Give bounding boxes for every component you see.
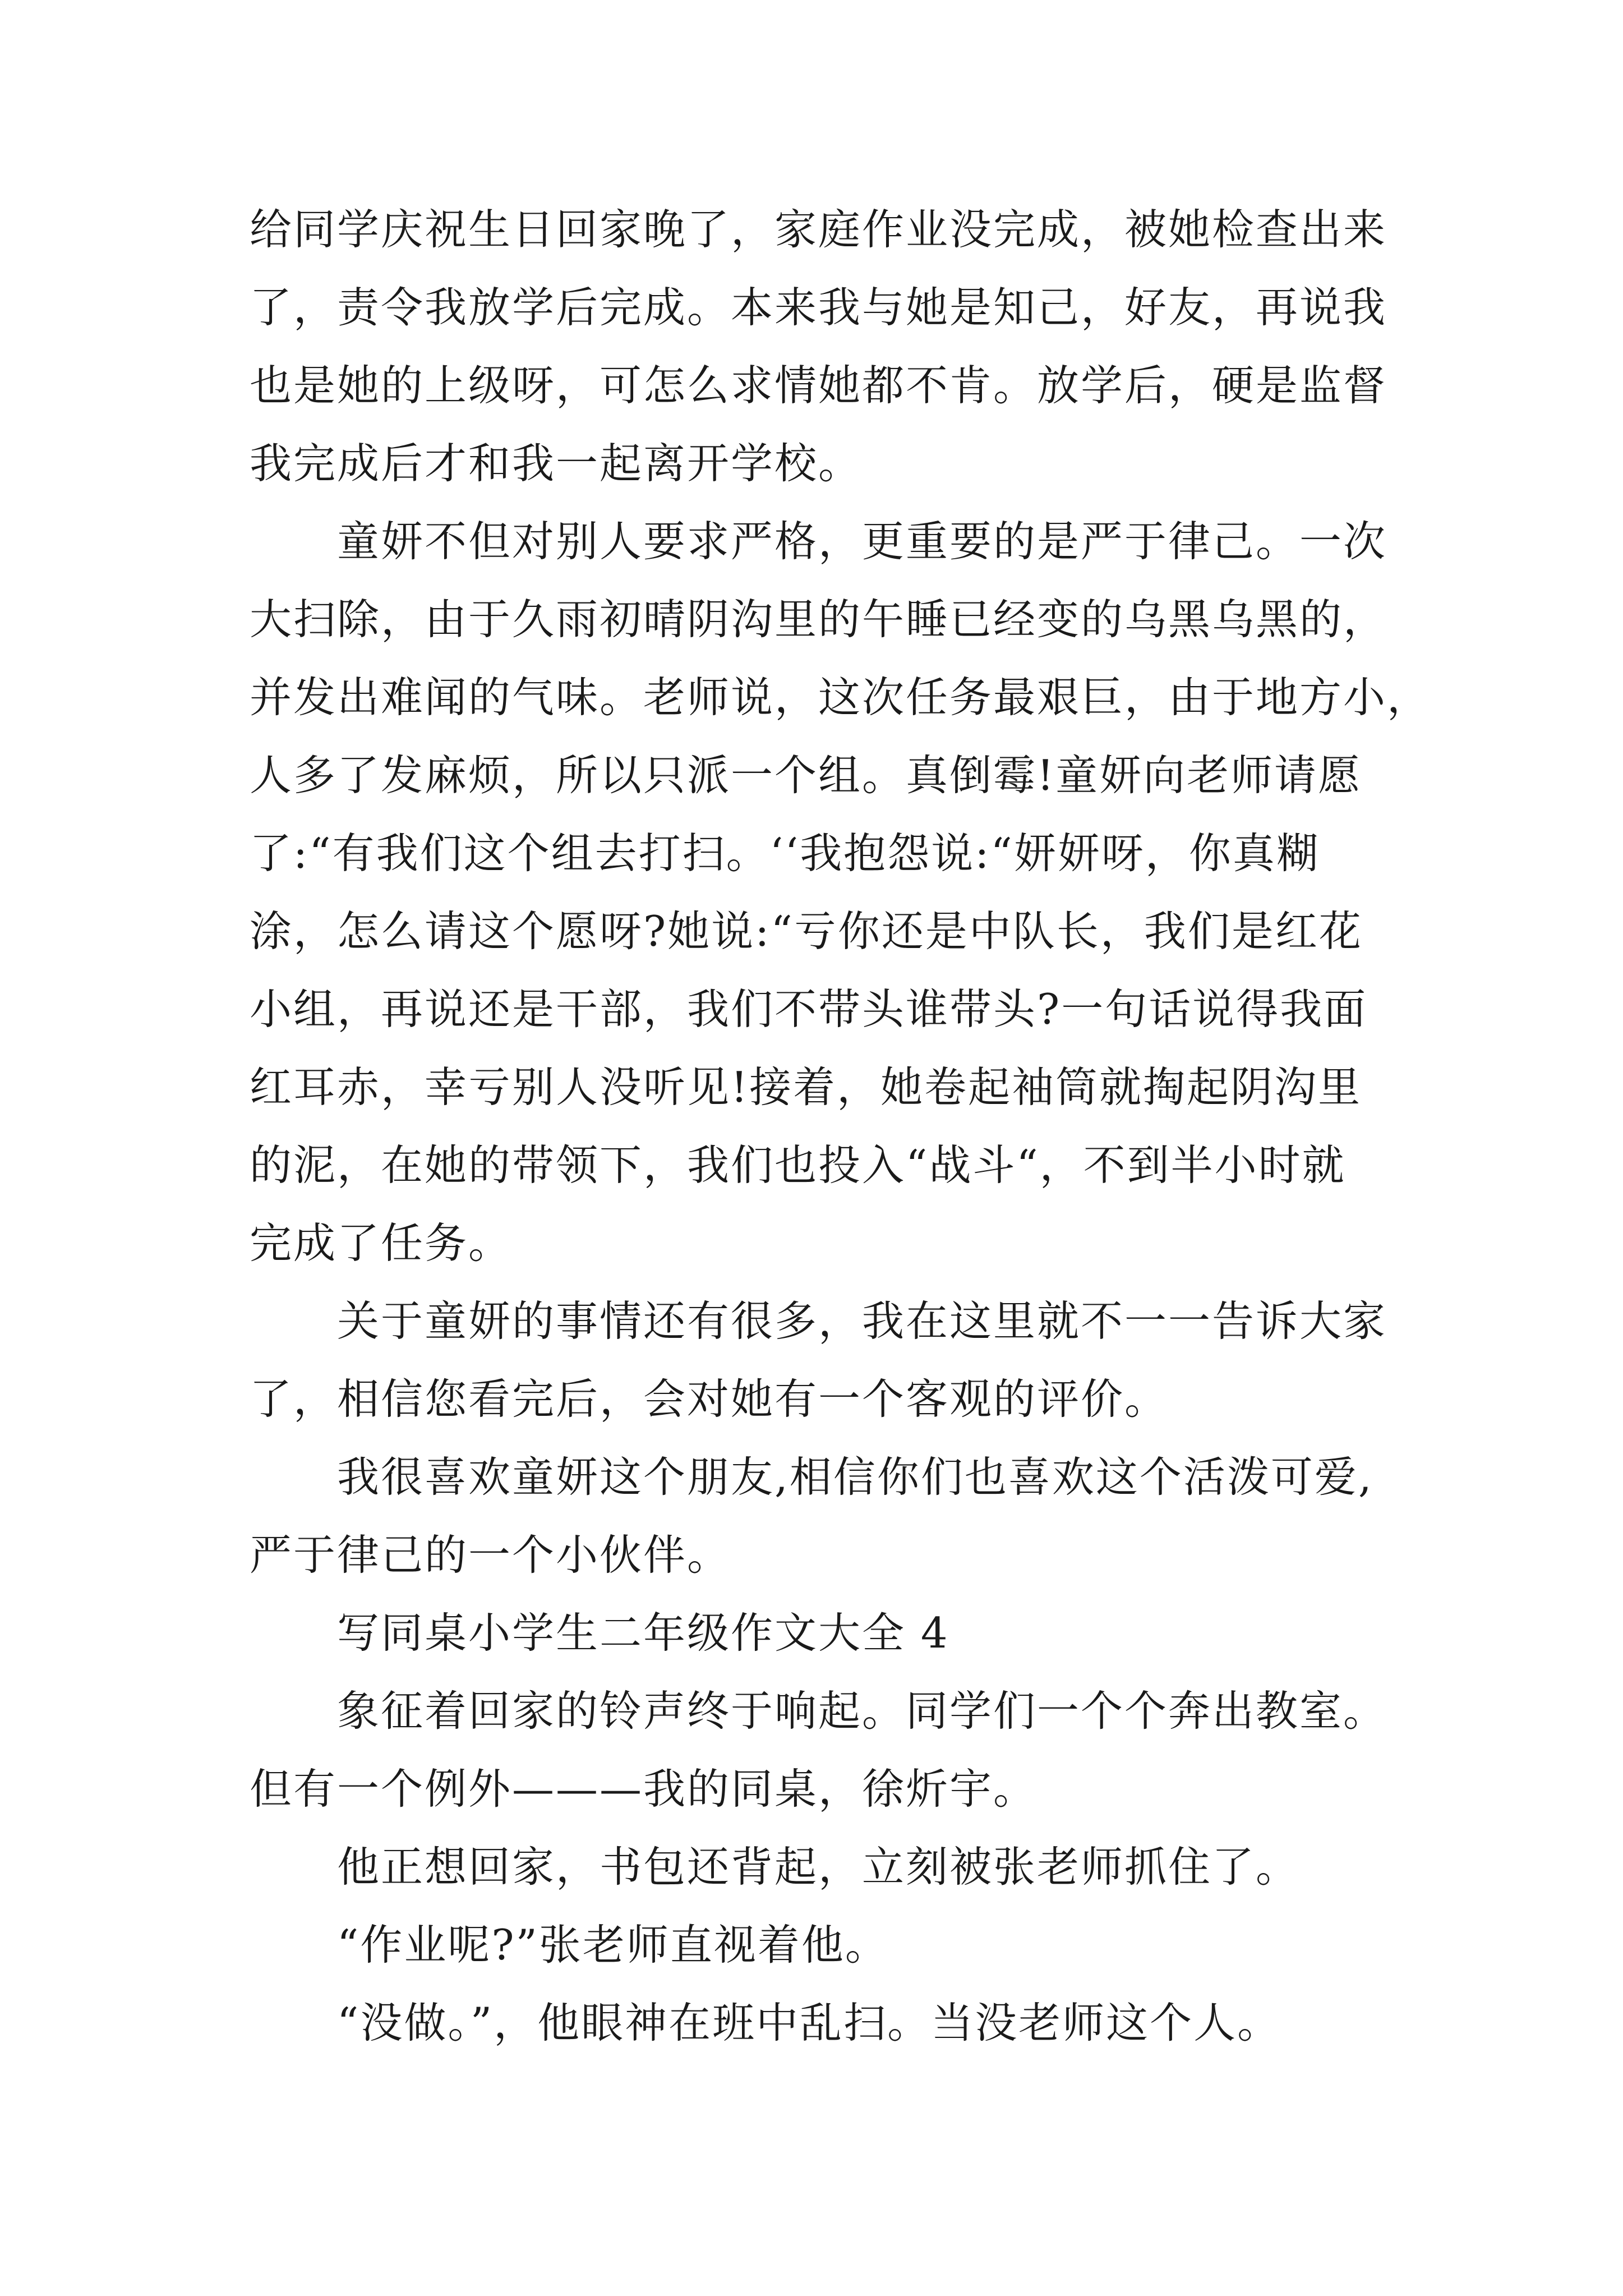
text-line: 但有一个例外———我的同桌，徐炘宇。 [250, 1764, 1038, 1814]
text-line: 给同学庆祝生日回家晚了，家庭作业没完成，被她检查出来 [250, 205, 1387, 254]
text-line: 象征着回家的铃声终于响起。同学们一个个奔出教室。 [337, 1686, 1387, 1736]
section-heading: 写同桌小学生二年级作文大全 4 [337, 1608, 949, 1658]
text-line: 小组，再说还是干部，我们不带头谁带头?一句话说得我面 [250, 984, 1368, 1034]
text-line: 了，责令我放学后完成。本来我与她是知己，好友，再说我 [250, 283, 1387, 332]
text-line: 红耳赤，幸亏别人没听见!接着，她卷起袖筒就掏起阴沟里 [250, 1062, 1362, 1112]
text-line: 完成了任务。 [250, 1218, 513, 1268]
text-line: 大扫除，由于久雨初晴阴沟里的午睡已经变的乌黑乌黑的， [250, 595, 1387, 644]
text-line: 的泥，在她的带领下，我们也投入“战斗“，不到半小时就 [250, 1140, 1346, 1190]
text-line: 童妍不但对别人要求严格，更重要的是严于律己。一次 [337, 517, 1387, 566]
text-line: 他正想回家，书包还背起，立刻被张老师抓住了。 [337, 1842, 1300, 1892]
text-line: 也是她的上级呀，可怎么求情她都不肯。放学后，硬是监督 [250, 361, 1387, 410]
text-line: 了:“有我们这个组去打扫。‘‘我抱怨说:“妍妍呀，你真糊 [250, 829, 1320, 878]
text-line: 并发出难闻的气味。老师说，这次任务最艰巨，由于地方小， [250, 673, 1431, 722]
text-line: “没做。”，他眼神在班中乱扫。当没老师这个人。 [337, 1998, 1281, 2047]
text-line: 涂，怎么请这个愿呀?她说:“亏你还是中队长，我们是红花 [250, 907, 1363, 956]
text-line: 了，相信您看完后，会对她有一个客观的评价。 [250, 1374, 1169, 1424]
text-line: 我完成后才和我一起离开学校。 [250, 439, 863, 488]
text-line: 关于童妍的事情还有很多，我在这里就不一一告诉大家 [337, 1296, 1387, 1346]
text-line: “作业呢?”张老师直视着他。 [337, 1920, 889, 1970]
text-line: 我很喜欢童妍这个朋友,相信你们也喜欢这个活泼可爱, [337, 1452, 1373, 1502]
text-line: 人多了发麻烦，所以只派一个组。真倒霉!童妍向老师请愿 [250, 751, 1362, 800]
document-body [250, 191, 1431, 2062]
text-line: 严于律己的一个小伙伴。 [250, 1530, 731, 1580]
